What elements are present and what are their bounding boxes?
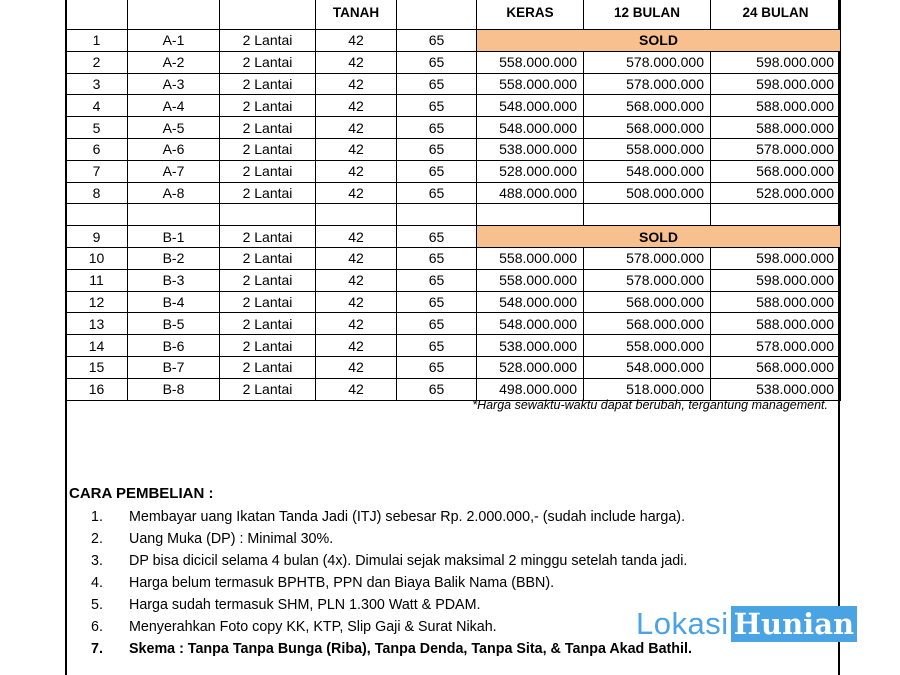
empty-cell <box>584 204 711 226</box>
land-area: 42 <box>316 51 397 73</box>
list-item-text: Menyerahkan Foto copy KK, KTP, Slip Gaji & Surat Nikah. <box>129 619 497 635</box>
price-12-bulan: 578.000.000 <box>584 269 711 291</box>
land-area: 42 <box>316 95 397 117</box>
unit-block: B-3 <box>128 269 220 291</box>
header-cell <box>66 0 128 30</box>
unit-block: A-5 <box>128 117 220 139</box>
empty-cell <box>220 204 316 226</box>
cara-pembelian-title: CARA PEMBELIAN : <box>69 485 214 502</box>
list-item-number: 3. <box>91 553 103 569</box>
empty-cell <box>711 204 841 226</box>
unit-type: 2 Lantai <box>220 335 316 357</box>
unit-number: 1 <box>66 30 128 52</box>
header-12-bulan: 12 BULAN <box>584 0 711 30</box>
price-24-bulan: 578.000.000 <box>711 138 841 160</box>
unit-number: 6 <box>66 138 128 160</box>
table-row <box>66 51 841 73</box>
land-area: 42 <box>316 117 397 139</box>
building-area: 65 <box>397 291 477 313</box>
table-row <box>66 356 841 378</box>
price-note: *Harga sewaktu-waktu dapat berubah, tergantung management. <box>472 398 828 412</box>
price-keras: 548.000.000 <box>477 95 584 117</box>
table-row <box>66 335 841 357</box>
price-24-bulan: 598.000.000 <box>711 247 841 269</box>
building-area: 65 <box>397 378 477 400</box>
price-24-bulan: 598.000.000 <box>711 269 841 291</box>
unit-number: 8 <box>66 182 128 204</box>
building-area: 65 <box>397 182 477 204</box>
price-12-bulan: 578.000.000 <box>584 73 711 95</box>
list-item-text: DP bisa dicicil selama 4 bulan (4x). Dimulai sejak maksimal 2 minggu setelah tanda jadi. <box>129 553 688 569</box>
unit-block: A-7 <box>128 160 220 182</box>
price-keras: 538.000.000 <box>477 138 584 160</box>
unit-number: 10 <box>66 247 128 269</box>
empty-cell <box>66 204 128 226</box>
unit-type: 2 Lantai <box>220 30 316 52</box>
price-keras: 558.000.000 <box>477 247 584 269</box>
price-12-bulan: 518.000.000 <box>584 378 711 400</box>
price-keras: 558.000.000 <box>477 269 584 291</box>
price-12-bulan: 548.000.000 <box>584 160 711 182</box>
table-row <box>66 138 841 160</box>
table-row <box>66 313 841 335</box>
price-24-bulan: 528.000.000 <box>711 182 841 204</box>
list-item <box>91 574 692 596</box>
building-area: 65 <box>397 138 477 160</box>
list-item-text: Skema : Tanpa Tanpa Bunga (Riba), Tanpa Denda, Tanpa Sita, & Tanpa Akad Bathil. <box>129 641 692 657</box>
unit-block: B-1 <box>128 226 220 248</box>
price-keras: 548.000.000 <box>477 291 584 313</box>
unit-block: B-8 <box>128 378 220 400</box>
price-24-bulan: 588.000.000 <box>711 95 841 117</box>
price-keras: 528.000.000 <box>477 356 584 378</box>
price-12-bulan: 508.000.000 <box>584 182 711 204</box>
header-cell <box>220 0 316 30</box>
list-item <box>91 552 692 574</box>
unit-type: 2 Lantai <box>220 356 316 378</box>
price-24-bulan: 568.000.000 <box>711 160 841 182</box>
price-24-bulan: 598.000.000 <box>711 73 841 95</box>
price-12-bulan: 578.000.000 <box>584 51 711 73</box>
price-12-bulan: 578.000.000 <box>584 247 711 269</box>
price-12-bulan: 558.000.000 <box>584 335 711 357</box>
building-area: 65 <box>397 30 477 52</box>
unit-block: A-2 <box>128 51 220 73</box>
unit-number: 16 <box>66 378 128 400</box>
price-24-bulan: 578.000.000 <box>711 335 841 357</box>
list-item-text: Uang Muka (DP) : Minimal 30%. <box>129 531 334 547</box>
empty-cell <box>397 204 477 226</box>
unit-type: 2 Lantai <box>220 95 316 117</box>
list-item-number: 1. <box>91 509 103 525</box>
unit-type: 2 Lantai <box>220 160 316 182</box>
building-area: 65 <box>397 73 477 95</box>
unit-type: 2 Lantai <box>220 73 316 95</box>
price-24-bulan: 568.000.000 <box>711 356 841 378</box>
land-area: 42 <box>316 160 397 182</box>
price-12-bulan: 568.000.000 <box>584 313 711 335</box>
empty-cell <box>316 204 397 226</box>
building-area: 65 <box>397 247 477 269</box>
watermark-part1: Lokasi <box>636 606 729 641</box>
unit-number: 2 <box>66 51 128 73</box>
table-row <box>66 73 841 95</box>
unit-type: 2 Lantai <box>220 247 316 269</box>
price-12-bulan: 558.000.000 <box>584 138 711 160</box>
unit-block: B-2 <box>128 247 220 269</box>
table-row <box>66 117 841 139</box>
building-area: 65 <box>397 313 477 335</box>
building-area: 65 <box>397 51 477 73</box>
land-area: 42 <box>316 335 397 357</box>
price-12-bulan: 568.000.000 <box>584 291 711 313</box>
land-area: 42 <box>316 226 397 248</box>
land-area: 42 <box>316 73 397 95</box>
land-area: 42 <box>316 313 397 335</box>
table-row <box>66 95 841 117</box>
unit-number: 15 <box>66 356 128 378</box>
land-area: 42 <box>316 30 397 52</box>
table-row <box>66 291 841 313</box>
unit-block: B-6 <box>128 335 220 357</box>
building-area: 65 <box>397 95 477 117</box>
table-row <box>66 269 841 291</box>
unit-number: 9 <box>66 226 128 248</box>
table-row <box>66 30 841 52</box>
unit-number: 12 <box>66 291 128 313</box>
list-item <box>91 640 692 662</box>
unit-block: A-8 <box>128 182 220 204</box>
price-24-bulan: 598.000.000 <box>711 51 841 73</box>
unit-type: 2 Lantai <box>220 138 316 160</box>
cara-pembelian-list <box>91 508 692 662</box>
empty-cell <box>477 204 584 226</box>
table-row <box>66 247 841 269</box>
unit-type: 2 Lantai <box>220 182 316 204</box>
header-cell <box>128 0 220 30</box>
price-24-bulan: 588.000.000 <box>711 291 841 313</box>
sold-badge: SOLD <box>477 30 841 52</box>
list-item-number: 4. <box>91 575 103 591</box>
building-area: 65 <box>397 356 477 378</box>
price-keras: 538.000.000 <box>477 335 584 357</box>
unit-block: A-6 <box>128 138 220 160</box>
list-item <box>91 530 692 552</box>
unit-block: B-5 <box>128 313 220 335</box>
list-item-number: 7. <box>91 641 103 657</box>
unit-number: 11 <box>66 269 128 291</box>
unit-block: B-7 <box>128 356 220 378</box>
building-area: 65 <box>397 226 477 248</box>
unit-number: 4 <box>66 95 128 117</box>
list-item-number: 5. <box>91 597 103 613</box>
building-area: 65 <box>397 269 477 291</box>
price-keras: 498.000.000 <box>477 378 584 400</box>
building-area: 65 <box>397 335 477 357</box>
price-keras: 528.000.000 <box>477 160 584 182</box>
header-cell <box>397 0 477 30</box>
price-keras: 548.000.000 <box>477 313 584 335</box>
table-row <box>66 378 841 400</box>
land-area: 42 <box>316 356 397 378</box>
unit-number: 7 <box>66 160 128 182</box>
unit-type: 2 Lantai <box>220 269 316 291</box>
price-12-bulan: 568.000.000 <box>584 117 711 139</box>
table-row <box>66 226 841 248</box>
table-row <box>66 182 841 204</box>
lokasihunian-watermark <box>636 606 857 642</box>
unit-block: B-4 <box>128 291 220 313</box>
table-spacer-row <box>66 204 841 226</box>
unit-type: 2 Lantai <box>220 226 316 248</box>
price-12-bulan: 568.000.000 <box>584 95 711 117</box>
header-24-bulan: 24 BULAN <box>711 0 841 30</box>
list-item-number: 2. <box>91 531 103 547</box>
land-area: 42 <box>316 378 397 400</box>
land-area: 42 <box>316 247 397 269</box>
price-24-bulan: 588.000.000 <box>711 313 841 335</box>
price-12-bulan: 548.000.000 <box>584 356 711 378</box>
price-24-bulan: 588.000.000 <box>711 117 841 139</box>
sold-badge: SOLD <box>477 226 841 248</box>
price-keras: 558.000.000 <box>477 73 584 95</box>
list-item-text: Harga sudah termasuk SHM, PLN 1.300 Watt & PDAM. <box>129 597 481 613</box>
unit-number: 14 <box>66 335 128 357</box>
header-tanah: TANAH <box>316 0 397 30</box>
building-area: 65 <box>397 117 477 139</box>
unit-number: 13 <box>66 313 128 335</box>
unit-type: 2 Lantai <box>220 378 316 400</box>
unit-type: 2 Lantai <box>220 117 316 139</box>
list-item <box>91 618 692 640</box>
table-row <box>66 160 841 182</box>
list-item-number: 6. <box>91 619 103 635</box>
price-24-bulan: 538.000.000 <box>711 378 841 400</box>
building-area: 65 <box>397 160 477 182</box>
list-item <box>91 596 692 618</box>
empty-cell <box>128 204 220 226</box>
table-header-row <box>66 0 841 30</box>
land-area: 42 <box>316 269 397 291</box>
unit-block: A-4 <box>128 95 220 117</box>
land-area: 42 <box>316 291 397 313</box>
list-item <box>91 508 692 530</box>
list-item-text: Membayar uang Ikatan Tanda Jadi (ITJ) sebesar Rp. 2.000.000,- (sudah include harga). <box>129 509 686 525</box>
land-area: 42 <box>316 182 397 204</box>
price-table <box>65 0 841 401</box>
price-keras: 548.000.000 <box>477 117 584 139</box>
unit-number: 5 <box>66 117 128 139</box>
land-area: 42 <box>316 138 397 160</box>
price-keras: 488.000.000 <box>477 182 584 204</box>
unit-type: 2 Lantai <box>220 313 316 335</box>
unit-type: 2 Lantai <box>220 51 316 73</box>
watermark-part2: Hunian <box>731 606 857 642</box>
unit-number: 3 <box>66 73 128 95</box>
unit-type: 2 Lantai <box>220 291 316 313</box>
unit-block: A-1 <box>128 30 220 52</box>
header-keras: KERAS <box>477 0 584 30</box>
list-item-text: Harga belum termasuk BPHTB, PPN dan Biaya Balik Nama (BBN). <box>129 575 555 591</box>
price-keras: 558.000.000 <box>477 51 584 73</box>
unit-block: A-3 <box>128 73 220 95</box>
